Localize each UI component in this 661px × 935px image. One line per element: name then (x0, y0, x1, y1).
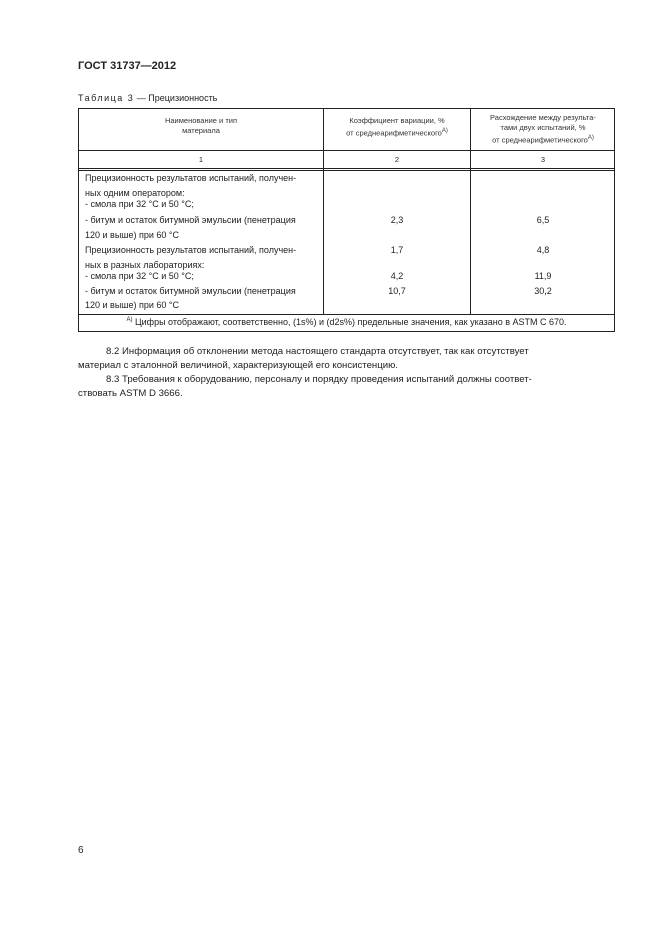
column-header-3: Расхождение между результа- тами двух испытаний, % от среднеарифметического$^{А)}$ (490, 113, 596, 145)
row-label: Прецизионность результатов испытаний, получен- (85, 245, 297, 255)
row-label: 120 и выше) при 60 °С (85, 300, 180, 310)
variation-value: 10,7 (388, 286, 406, 296)
row-label: - битум и остаток битумной эмульсии (пенетрация (85, 286, 296, 296)
column-number-1: 1 (198, 155, 204, 164)
column-number-3: 3 (540, 155, 546, 164)
divergence-value: 11,9 (534, 271, 552, 281)
column-header-2: Коэффициент вариации, % от среднеарифметического$^{А)}$ (346, 116, 448, 138)
row-label: - битум и остаток битумной эмульсии (пенетрация (85, 215, 296, 225)
divergence-value: 6,5 (536, 215, 550, 225)
table-footnote: $^{А)}$ Цифры отображают, соответственно, (1s%) и (d2s%) предельные значения, как указано в ASTM C 670. (126, 317, 567, 327)
page-number: 6 (78, 845, 84, 856)
precision-table (78, 108, 615, 332)
variation-value: 2,3 (390, 215, 404, 225)
column-header-1: Наименование и тип материала (164, 116, 238, 135)
column-number-2: 2 (394, 155, 400, 164)
divergence-value: 4,8 (536, 245, 550, 255)
divergence-value: 30,2 (534, 286, 552, 296)
variation-value: 4,2 (390, 271, 404, 281)
row-label: ных в разных лабораториях: (85, 260, 205, 270)
variation-value: 1,7 (390, 245, 404, 255)
row-label: - смола при 32 °С и 50 °С; (85, 271, 194, 281)
paragraph-8-3: 8.3 Требования к оборудованию, персоналу и порядку проведения испытаний должны соответ- ствовать ASTM D 3666. (78, 374, 532, 399)
row-label: Прецизионность результатов испытаний, получен- (85, 173, 297, 183)
row-label: ных одним оператором: (85, 188, 185, 198)
paragraph-8-2: 8.2 Информация об отклонении метода настоящего стандарта отсутствует, так как отсутствует материал с эталонной величиной, характеризующей его консистенцию. (78, 346, 529, 371)
document-id: ГОСТ 31737—2012 (78, 60, 177, 72)
row-label: - смола при 32 °С и 50 °С; (85, 199, 194, 209)
row-label: 120 и выше) при 60 °С (85, 230, 180, 240)
table-caption: Таблица 3 — Прецизионность (78, 93, 218, 103)
